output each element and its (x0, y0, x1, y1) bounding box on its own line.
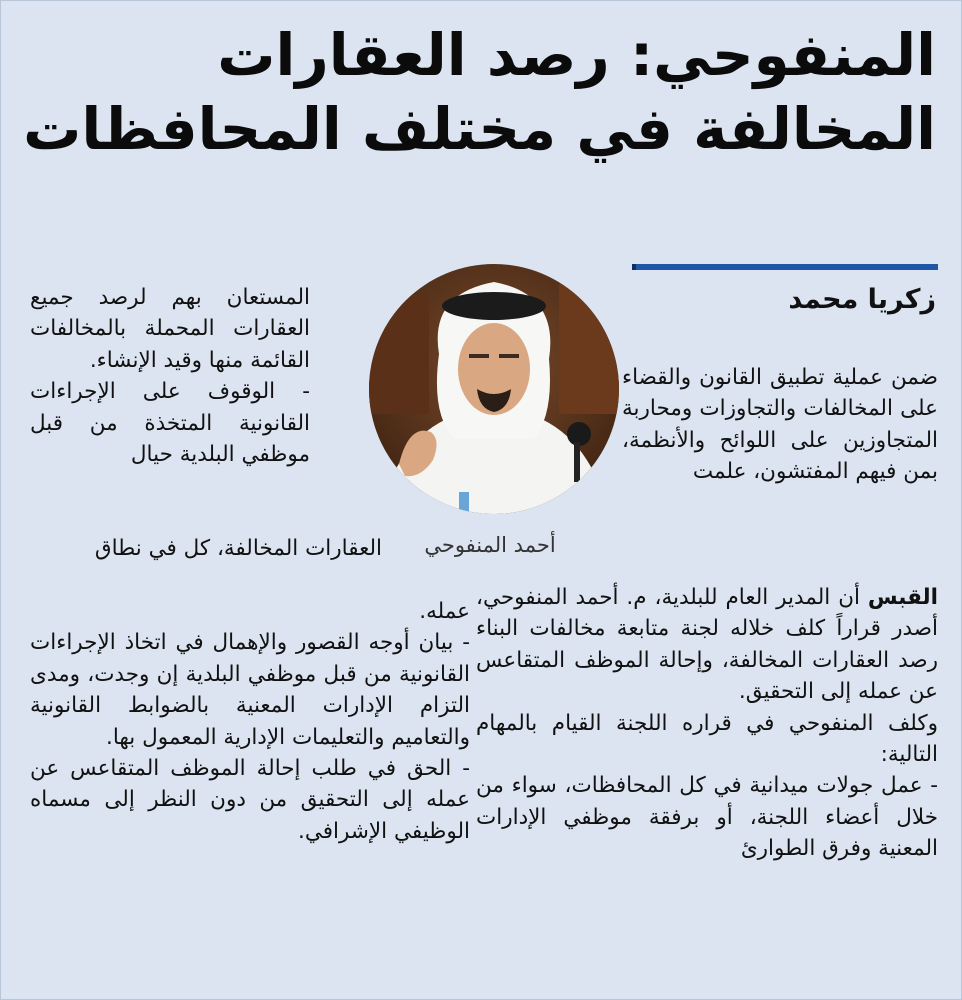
article-column-right-upper (622, 362, 938, 488)
byline-accent-bar (632, 264, 938, 270)
paragraph: عمله. (419, 599, 470, 624)
portrait-illustration (369, 264, 619, 514)
article-column-left-upper (30, 282, 310, 470)
paragraph: ضمن عملية تطبيق القانون والقضاء على المخالفات والتجاوزات ومحاربة المتجاوزين على اللوائح والأنظمة، بمن فيهم المفتشون، علمت (622, 365, 938, 485)
paragraph: - عمل جولات ميدانية في كل المحافظات، سواء من خلال أعضاء اللجنة، أو برفقة موظفي الإدارات المعنية وفرق الطوارئ (476, 773, 938, 862)
photo-caption: أحمد المنفوحي (424, 533, 556, 557)
paragraph: - بيان أوجه القصور والإهمال في اتخاذ الإجراءات القانونية من قبل موظفي البلدية إن وجدت، ومدى التزام الإدارات المعنية بالضوابط القانونية والتعاميم والتعليمات الإدارية المعمول بها. (30, 630, 470, 750)
headline-line-2: المخالفة في مختلف المحافظات (23, 95, 936, 163)
article-column-left-wide (30, 533, 382, 564)
headline (16, 18, 936, 166)
article-column-left-lower (30, 596, 470, 847)
paragraph: العقارات المخالفة، كل في نطاق (94, 536, 382, 561)
source-name: القبس (867, 585, 938, 610)
article-column-right-lower (476, 582, 938, 865)
paragraph-text: أن المدير العام للبلدية، م. أحمد المنفوحي، أصدر قراراً كلف خلاله لجنة متابعة مخالفات البناء رصد العقارات المخالفة، وإحالة الموظف المتقاعس عن عمله إلى التحقيق. (476, 585, 938, 705)
byline-author: زكريا محمد (788, 284, 936, 315)
headline-line-1: المنفوحي: رصد العقارات (217, 21, 936, 89)
paragraph: المستعان بهم لرصد جميع العقارات المحملة بالمخالفات القائمة منها وقيد الإنشاء. (30, 285, 310, 373)
portrait-photo (369, 264, 619, 514)
paragraph: وكلف المنفوحي في قراره اللجنة القيام بالمهام التالية: (476, 710, 938, 768)
paragraph: - الحق في طلب إحالة الموظف المتقاعس عن عمله إلى التحقيق من دون النظر إلى مسماه الوظيفي الإشرافي. (30, 756, 470, 844)
paragraph: - الوقوف على الإجراءات القانونية المتخذة من قبل موظفي البلدية حيال (30, 379, 310, 468)
paragraph (476, 582, 938, 708)
